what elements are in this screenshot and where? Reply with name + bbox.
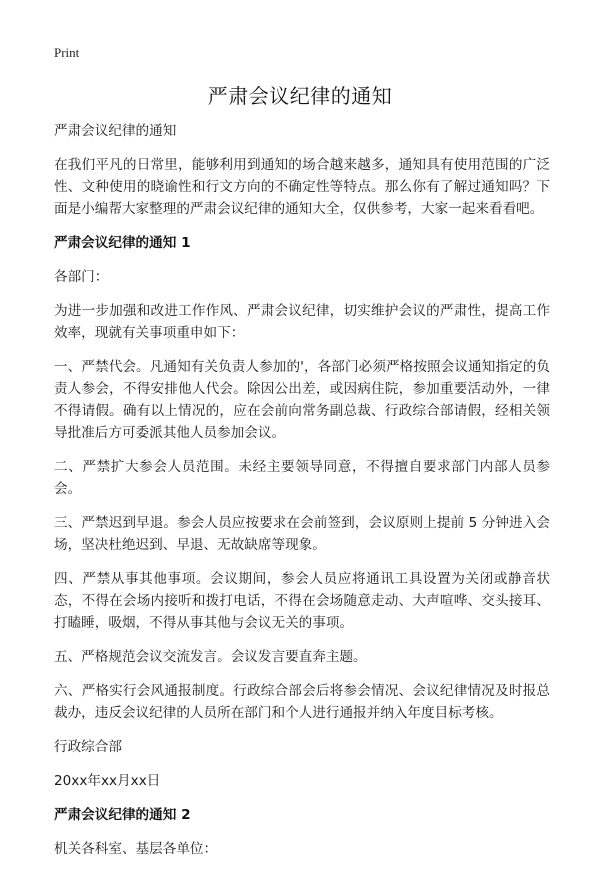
- salutation-1: 各部门：: [54, 269, 109, 285]
- signature-date: 20xx年xx月xx日: [54, 773, 161, 789]
- document-title: 严肃会议纪律的通知: [207, 84, 393, 108]
- signature-department: 行政综合部: [54, 739, 122, 755]
- section-heading-1: 严肃会议纪律的通知 1: [54, 235, 191, 251]
- rule-item-5: 五、严格规范会议交流发言。会议发言要直奔主题。: [54, 649, 367, 665]
- rule-item-1: 一、严禁代会。凡通知有关负责人参加的'，各部门必须严格按照会议通知指定的负责人参会，不得安排他人代会。除因公出差，或因病住院，参加重要活动外，一律不得请假。确有以上情况的，应在会前向常务副总裁、行政综合部请假，经相关领导批准后方可委派其他人员参加会议。: [54, 359, 550, 441]
- purpose-paragraph: 为进一步加强和改进工作作风、严肃会议纪律，切实维护会议的严肃性，提高工作效率，现就有关事项重申如下：: [54, 303, 550, 341]
- intro-paragraph: 在我们平凡的日常里，能够利用到通知的场合越来越多，通知具有使用范围的广泛性、文种使用的晓谕性和行文方向的不确定性等特点。那么你有了解过通知吗？下面是小编帮大家整理的严肃会议纪律的通知大全，仅供参考，大家一起来看看吧。: [54, 157, 550, 217]
- rule-item-3: 三、严禁迟到早退。参会人员应按要求在会前签到，会议原则上提前 5 分钟进入会场，坚决杜绝迟到、早退、无故缺席等现象。: [54, 515, 550, 553]
- rule-item-4: 四、严禁从事其他事项。会议期间，参会人员应将通讯工具设置为关闭或静音状态，不得在会场内接听和拨打电话，不得在会场随意走动、大声喧哗、交头接耳、打瞌睡，吸烟，不得从事其他与会议无关的事项。: [54, 571, 550, 631]
- section-heading-2: 严肃会议纪律的通知 2: [54, 807, 191, 823]
- rule-item-2: 二、严禁扩大参会人员范围。未经主要领导同意，不得擅自要求部门内部人员参会。: [54, 459, 550, 497]
- subtitle-line: 严肃会议纪律的通知: [54, 123, 177, 139]
- salutation-2: 机关各科室、基层各单位：: [54, 841, 218, 857]
- document-body: [54, 120, 550, 872]
- rule-item-6: 六、严格实行会风通报制度。行政综合部会后将参会情况、会议纪律情况及时报总裁办，违反会议纪律的人员所在部门和个人进行通报并纳入年度目标考核。: [54, 683, 550, 721]
- print-link[interactable]: Print: [54, 45, 80, 60]
